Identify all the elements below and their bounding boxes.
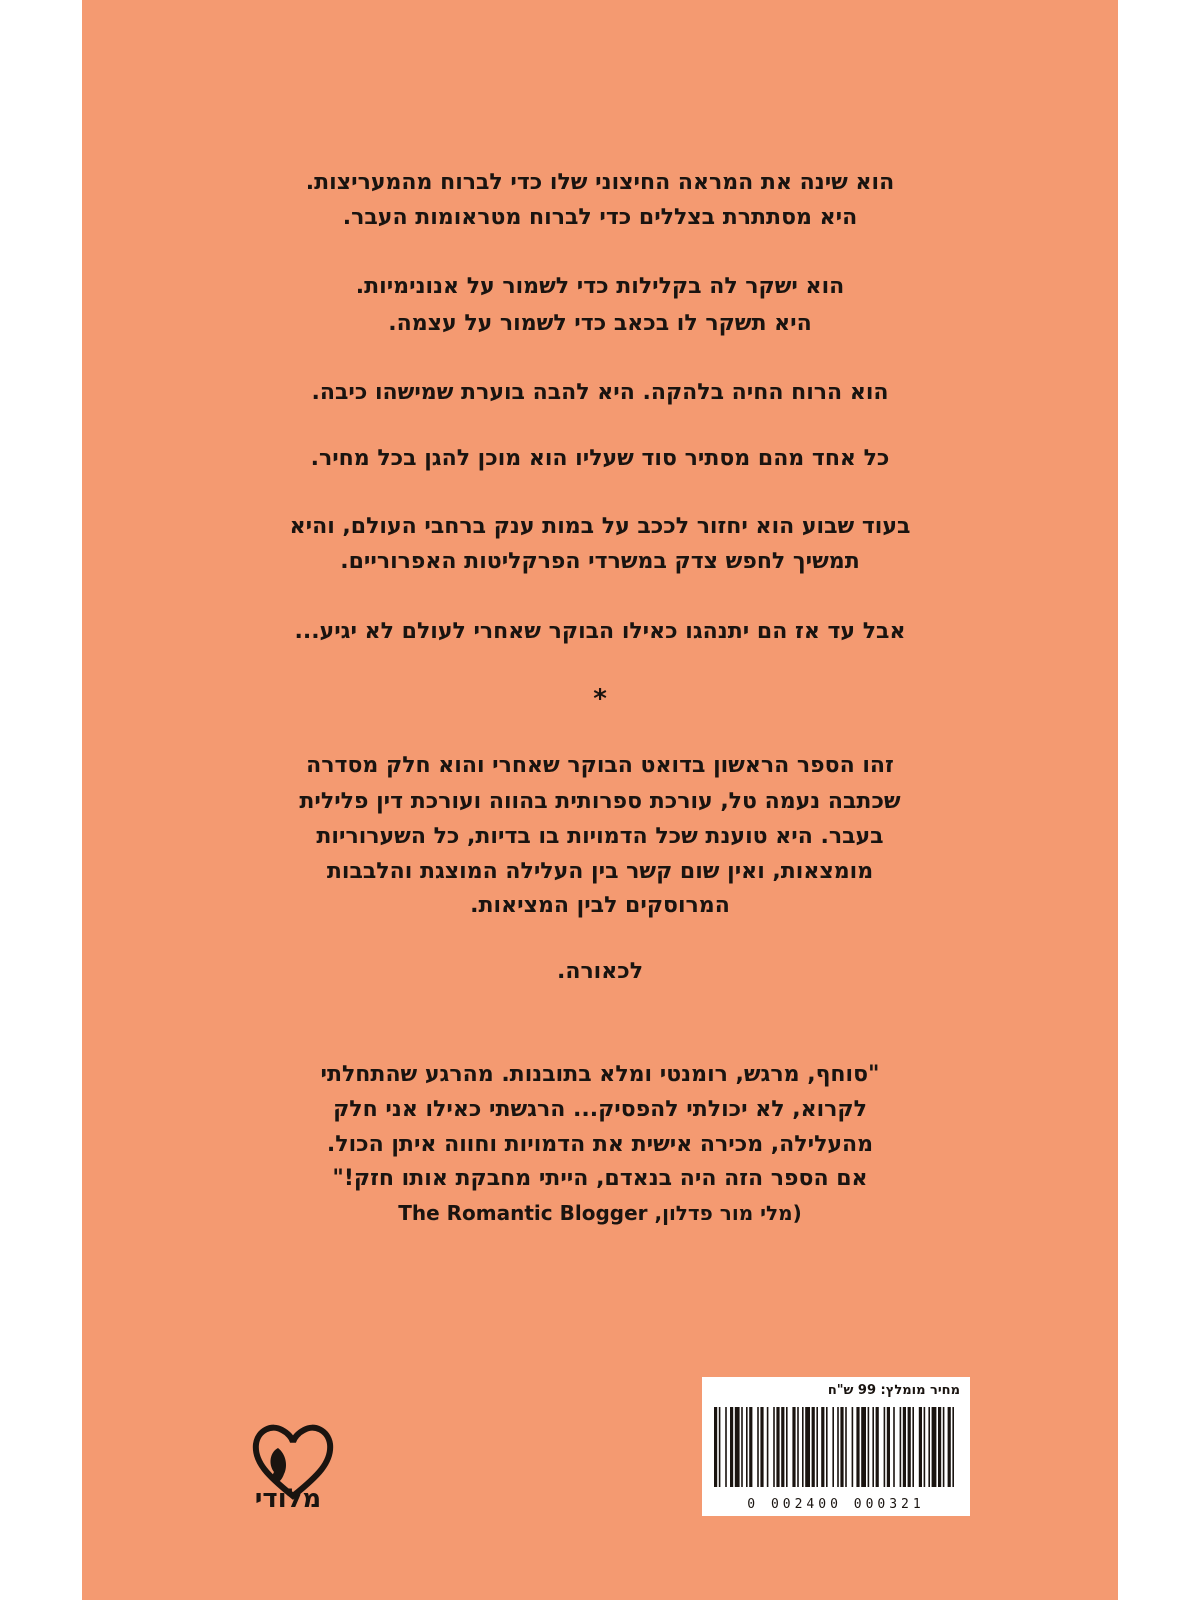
description-line: שכתבה נעמה טל, עורכת ספרותית בהווה ועורכת דין פלילית: [299, 789, 901, 814]
barcode-icon: [714, 1407, 958, 1487]
review-quote-line: אם הספר הזה היה בנאדם, הייתי מחבקת אותו חזק!": [332, 1166, 868, 1191]
description-line: המרוסקים לבין המציאות.: [470, 893, 730, 918]
description-line: מומצאות, ואין שום קשר בין העלילה המוצגת והלבבות: [326, 859, 874, 884]
blurb-line: הוא שינה את המראה החיצוני שלו כדי לברוח מהמעריצות.: [305, 170, 895, 195]
section-separator: *: [593, 684, 607, 714]
publisher-name: מלודי: [254, 1484, 322, 1514]
blurb-line: אבל עד אז הם יתנהגו כאילו הבוקר שאחרי לעולם לא יגיע...: [294, 619, 906, 644]
blurb-line: הוא הרוח החיה בלהקה. היא להבה בוערת שמישהו כיבה.: [311, 380, 889, 405]
blurb-line: כל אחד מהם מסתיר סוד שעליו הוא מוכן להגן בכל מחיר.: [310, 446, 890, 471]
barcode-number: 0 002400 000321: [747, 1497, 925, 1512]
barcode-label: [702, 1377, 970, 1516]
blurb-line: בעוד שבוע הוא יחזור לככב על במות ענק ברחבי העולם, והיא: [289, 514, 911, 539]
description-line: בעבר. היא טוענת שכל הדמויות בו בדיות, כל השערוריות: [316, 824, 884, 849]
review-quote-line: "סוחף, מרגש, רומנטי ומלא בתובנות. מהרגע שהתחלתי: [320, 1062, 880, 1087]
review-source: (מלי מור פדלון, The Romantic Blogger: [398, 1201, 802, 1225]
blurb-line: הוא ישקר לה בקלילות כדי לשמור על אנונימיות.: [355, 274, 845, 299]
blurb-line: היא מסתתרת בצללים כדי לברוח מטראומות העבר.: [342, 205, 858, 230]
price-label: מחיר מומלץ: 99 ש"ח: [827, 1383, 960, 1398]
description-line: זהו הספר הראשון בדואט הבוקר שאחרי והוא חלק מסדרה: [306, 753, 894, 778]
blurb-line: היא תשקר לו בכאב כדי לשמור על עצמה.: [388, 311, 812, 336]
aside-text: לכאורה.: [556, 959, 644, 984]
blurb-line: תמשיך לחפש צדק במשרדי הפרקליטות האפרוריים.: [340, 549, 860, 574]
review-quote-line: מהעלילה, מכירה אישית את הדמויות וחווה איתן הכול.: [326, 1132, 874, 1157]
review-quote-line: לקרוא, לא יכולתי להפסיק... הרגשתי כאילו אני חלק: [333, 1097, 867, 1122]
book-back-cover: [82, 0, 1118, 1600]
